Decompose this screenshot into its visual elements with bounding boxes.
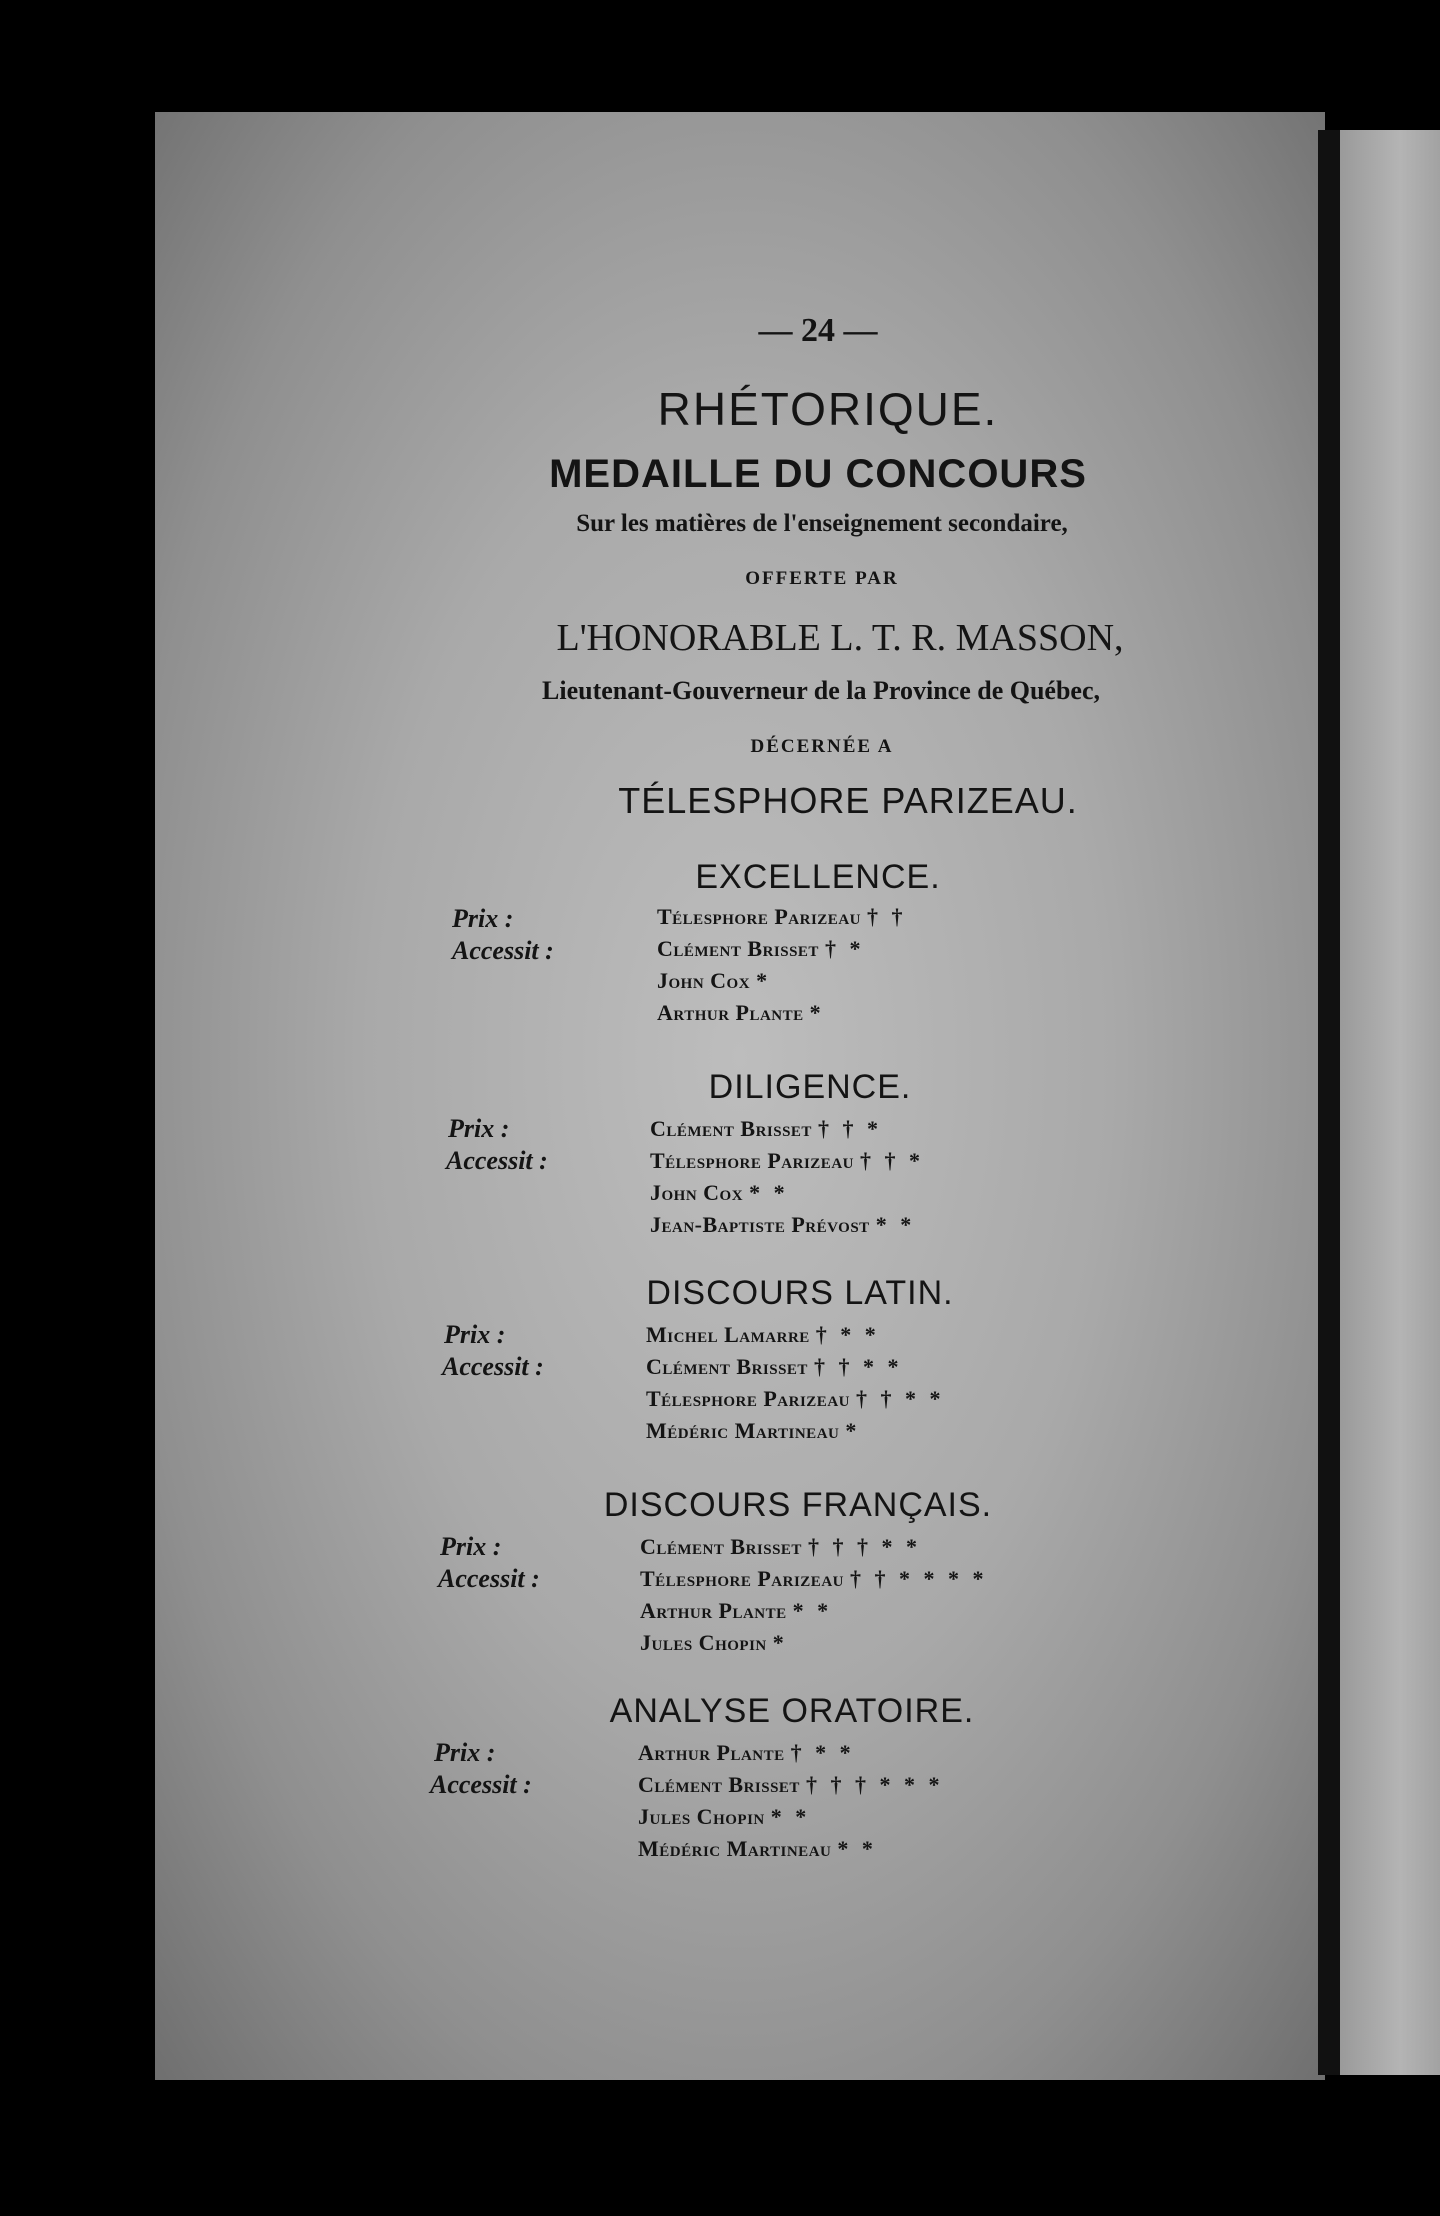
student-name: Clément Brisset	[650, 1116, 812, 1141]
awarded-label: DÉCERNÉE A	[750, 736, 894, 757]
distinction-marks: † †	[866, 904, 907, 929]
accessit-label: Accessit :	[430, 1770, 532, 1799]
student-name: Médéric Martineau	[638, 1836, 832, 1861]
student-name: Clément Brisset	[638, 1772, 800, 1797]
distinction-marks: *	[772, 1630, 788, 1655]
section-title: EXCELLENCE.	[695, 858, 941, 896]
distinction-marks: † † † * *	[807, 1534, 921, 1559]
section-title: DISCOURS FRANÇAIS.	[603, 1486, 993, 1524]
section-title: ANALYSE ORATOIRE.	[609, 1692, 975, 1730]
prize-label: Prix :	[448, 1114, 510, 1143]
student-name: Clément Brisset	[646, 1354, 808, 1379]
accessit-label: Accessit :	[452, 936, 554, 965]
list-item	[650, 1148, 924, 1174]
list-item	[657, 936, 864, 962]
prize-label: Prix :	[440, 1532, 502, 1561]
list-item	[640, 1598, 832, 1624]
student-name: John Cox	[650, 1180, 744, 1205]
list-item	[638, 1772, 943, 1798]
prize-section	[0, 1274, 1440, 1494]
list-item	[640, 1630, 788, 1656]
list-item	[657, 904, 906, 930]
distinction-marks: † † * * * *	[849, 1566, 988, 1591]
accessit-label: Accessit :	[438, 1564, 540, 1593]
student-name: Arthur Plante	[640, 1598, 787, 1623]
distinction-marks: * *	[749, 1180, 789, 1205]
prize-label: Prix :	[434, 1738, 496, 1767]
student-name: Jean-Baptiste Prévost	[650, 1212, 870, 1237]
list-item	[646, 1386, 944, 1412]
student-name: Médéric Martineau	[646, 1418, 840, 1443]
list-item	[650, 1180, 789, 1206]
distinction-marks: † * *	[815, 1322, 880, 1347]
distinction-marks: † * *	[790, 1740, 855, 1765]
student-name: John Cox	[657, 968, 751, 993]
distinction-marks: * *	[792, 1598, 833, 1623]
distinction-marks: *	[809, 1000, 825, 1025]
student-name: Télesphore Parizeau	[657, 904, 861, 929]
student-name: Michel Lamarre	[646, 1322, 810, 1347]
medal-winner: TÉLESPHORE PARIZEAU.	[618, 780, 1078, 821]
section-title: DISCOURS LATIN.	[646, 1274, 954, 1312]
prize-section	[0, 1486, 1440, 1706]
list-item	[638, 1804, 810, 1830]
list-item	[640, 1534, 921, 1560]
student-name: Arthur Plante	[657, 1000, 804, 1025]
medal-donor: L'HONORABLE L. T. R. MASSON,	[556, 617, 1124, 659]
distinction-marks: † † † * * *	[805, 1772, 944, 1797]
list-item	[646, 1322, 880, 1348]
list-item	[646, 1354, 902, 1380]
distinction-marks: † † *	[859, 1148, 924, 1173]
accessit-label: Accessit :	[442, 1352, 544, 1381]
prize-label: Prix :	[452, 904, 514, 933]
medal-subtitle: Sur les matières de l'enseignement secondaire,	[576, 510, 1068, 537]
list-item	[650, 1116, 882, 1142]
section-title: DILIGENCE.	[708, 1068, 912, 1106]
accessit-label: Accessit :	[446, 1146, 548, 1175]
student-name: Télesphore Parizeau	[646, 1386, 850, 1411]
donor-title: Lieutenant-Gouverneur de la Province de Québec,	[542, 676, 1100, 705]
prize-section	[0, 1692, 1440, 1912]
list-item	[657, 968, 771, 994]
student-name: Clément Brisset	[657, 936, 819, 961]
distinction-marks: * *	[875, 1212, 916, 1237]
list-item	[650, 1212, 915, 1238]
distinction-marks: † *	[824, 936, 865, 961]
prize-section	[0, 858, 1440, 1078]
student-name: Jules Chopin	[638, 1804, 765, 1829]
list-item	[646, 1418, 860, 1444]
medal-title: MEDAILLE DU CONCOURS	[549, 452, 1087, 496]
prize-section	[0, 1068, 1440, 1288]
distinction-marks: † † * *	[855, 1386, 945, 1411]
prize-label: Prix :	[444, 1320, 506, 1349]
student-name: Clément Brisset	[640, 1534, 802, 1559]
list-item	[638, 1836, 877, 1862]
student-name: Arthur Plante	[638, 1740, 785, 1765]
distinction-marks: *	[845, 1418, 861, 1443]
page-heading: RHÉTORIQUE.	[657, 383, 999, 435]
list-item	[638, 1740, 855, 1766]
list-item	[640, 1566, 987, 1592]
offered-by-label: OFFERTE PAR	[745, 568, 899, 589]
student-name: Jules Chopin	[640, 1630, 767, 1655]
distinction-marks: † † * *	[813, 1354, 903, 1379]
distinction-marks: * *	[770, 1804, 811, 1829]
student-name: Télesphore Parizeau	[640, 1566, 844, 1591]
distinction-marks: † † *	[817, 1116, 882, 1141]
distinction-marks: *	[756, 968, 772, 993]
student-name: Télesphore Parizeau	[650, 1148, 854, 1173]
distinction-marks: * *	[837, 1836, 877, 1861]
page-number: — 24 —	[758, 312, 878, 349]
list-item	[657, 1000, 825, 1026]
